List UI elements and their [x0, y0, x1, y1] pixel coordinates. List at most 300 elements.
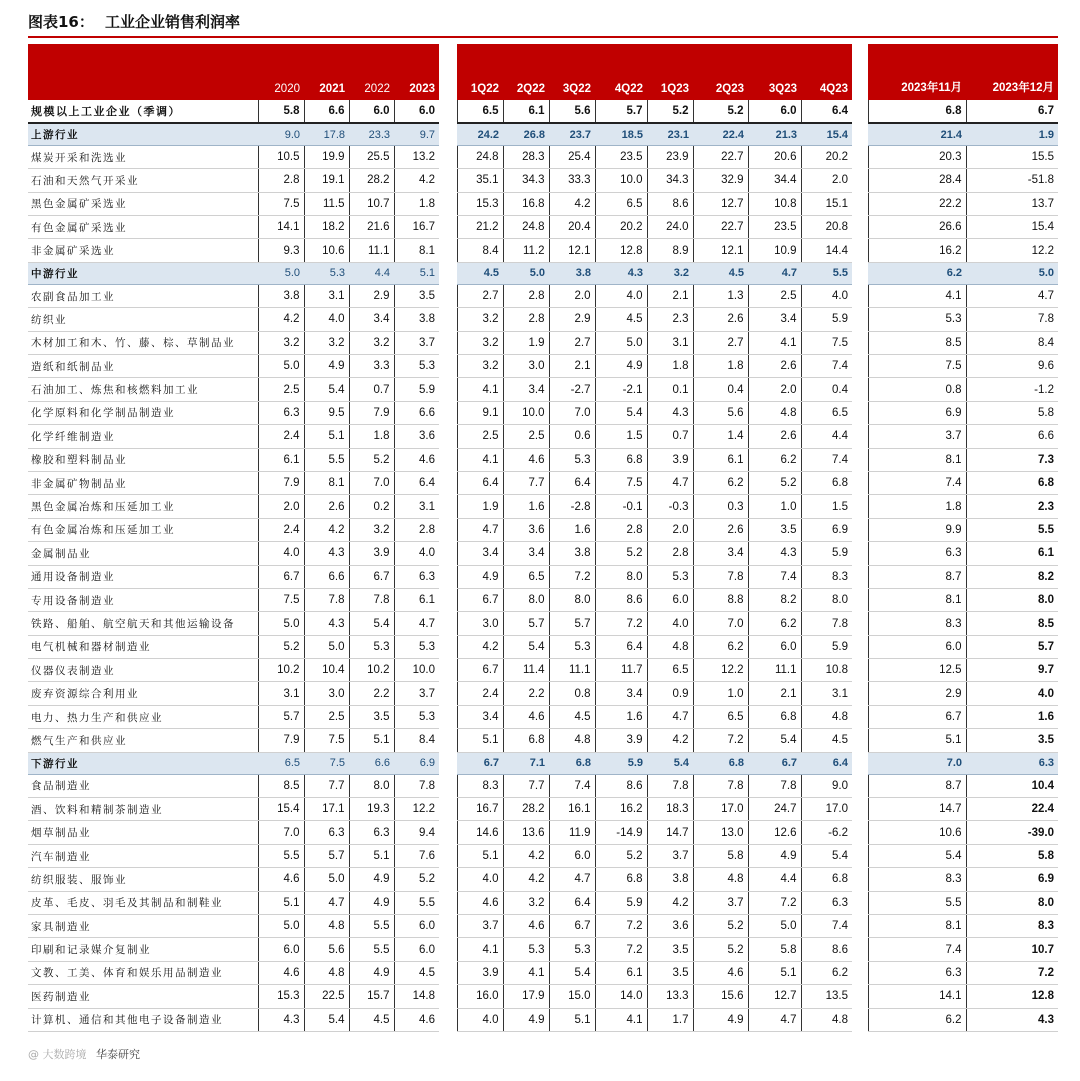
column-gap [439, 774, 457, 797]
value-cell: 2.4 [457, 682, 503, 705]
value-cell: 4.9 [304, 355, 349, 378]
value-cell: -2.1 [595, 378, 647, 401]
column-gap [439, 588, 457, 611]
row-label: 木材加工和木、竹、藤、棕、草制品业 [28, 331, 258, 354]
total-row [28, 100, 1058, 123]
row-label: 烟草制品业 [28, 821, 258, 844]
value-cell: 3.8 [647, 868, 693, 891]
value-cell: 8.3 [457, 774, 503, 797]
value-cell: 2.3 [966, 495, 1058, 518]
column-header: 2023 [394, 44, 439, 100]
column-header: 3Q23 [748, 44, 801, 100]
value-cell: 8.2 [966, 565, 1058, 588]
column-gap [852, 659, 868, 682]
value-cell: 4.6 [258, 868, 304, 891]
value-cell: 20.8 [801, 216, 852, 239]
value-cell: 3.9 [647, 448, 693, 471]
value-cell: 7.9 [258, 471, 304, 494]
value-cell: 5.2 [595, 542, 647, 565]
row-label: 医药制造业 [28, 985, 258, 1008]
value-cell: 2.5 [304, 705, 349, 728]
value-cell: 22.4 [966, 798, 1058, 821]
industry-row [28, 1008, 1058, 1031]
value-cell: 4.7 [748, 1008, 801, 1031]
value-cell: 12.8 [595, 239, 647, 262]
value-cell: 28.4 [868, 169, 966, 192]
value-cell: 5.2 [595, 844, 647, 867]
value-cell: 5.8 [748, 938, 801, 961]
value-cell: 3.5 [349, 705, 394, 728]
value-cell: 9.6 [966, 355, 1058, 378]
value-cell: 6.8 [748, 705, 801, 728]
value-cell: 16.0 [457, 985, 503, 1008]
column-gap [439, 752, 457, 774]
value-cell: 6.6 [394, 401, 439, 424]
row-label: 铁路、船舶、航空航天和其他运输设备 [28, 612, 258, 635]
section-label: 下游行业 [28, 752, 258, 774]
section-value: 18.5 [595, 123, 647, 145]
column-gap [439, 495, 457, 518]
value-cell: 16.2 [868, 239, 966, 262]
value-cell: 0.1 [647, 378, 693, 401]
value-cell: 9.0 [801, 774, 852, 797]
value-cell: 3.7 [394, 331, 439, 354]
value-cell: 6.1 [394, 588, 439, 611]
row-label: 黑色金属矿采选业 [28, 192, 258, 215]
value-cell: 6.1 [595, 961, 647, 984]
column-gap [439, 401, 457, 424]
section-value: 7.1 [503, 752, 549, 774]
source-label: 华泰研究 [96, 1048, 140, 1061]
value-cell: 5.7 [503, 612, 549, 635]
column-gap [439, 868, 457, 891]
value-cell: 4.0 [394, 542, 439, 565]
value-cell: 4.6 [503, 705, 549, 728]
section-value: 4.3 [595, 262, 647, 284]
value-cell: -14.9 [595, 821, 647, 844]
value-cell: 5.1 [457, 729, 503, 752]
column-gap [852, 471, 868, 494]
value-cell: 2.3 [647, 308, 693, 331]
column-gap [852, 308, 868, 331]
column-gap [852, 331, 868, 354]
value-cell: 15.6 [693, 985, 748, 1008]
column-gap [439, 985, 457, 1008]
value-cell: 3.3 [349, 355, 394, 378]
column-gap [852, 798, 868, 821]
value-cell: 6.1 [503, 100, 549, 123]
value-cell: 6.2 [693, 471, 748, 494]
value-cell: -6.2 [801, 821, 852, 844]
column-header: 2023年12月 [966, 44, 1058, 100]
value-cell: 5.7 [595, 100, 647, 123]
value-cell: 4.7 [549, 868, 595, 891]
value-cell: 8.0 [549, 588, 595, 611]
value-cell: 5.4 [748, 729, 801, 752]
value-cell: 12.2 [394, 798, 439, 821]
column-gap [852, 495, 868, 518]
row-label: 石油加工、炼焦和核燃料加工业 [28, 378, 258, 401]
value-cell: 4.6 [394, 1008, 439, 1031]
row-label: 黑色金属冶炼和压延加工业 [28, 495, 258, 518]
column-header: 2020 [258, 44, 304, 100]
figure-title-text: 工业企业销售利润率 [104, 13, 240, 31]
value-cell: 5.5 [349, 915, 394, 938]
column-gap [852, 542, 868, 565]
value-cell: 4.9 [349, 961, 394, 984]
value-cell: 6.2 [868, 1008, 966, 1031]
column-gap [852, 239, 868, 262]
value-cell: 5.9 [801, 308, 852, 331]
value-cell: 0.7 [349, 378, 394, 401]
value-cell: 2.0 [801, 169, 852, 192]
value-cell: 4.7 [457, 518, 503, 541]
value-cell: 5.4 [801, 844, 852, 867]
section-value: 5.0 [258, 262, 304, 284]
value-cell: 28.2 [349, 169, 394, 192]
section-value: 6.3 [966, 752, 1058, 774]
value-cell: 3.9 [349, 542, 394, 565]
value-cell: 4.6 [394, 448, 439, 471]
value-cell: 2.6 [693, 308, 748, 331]
value-cell: 1.6 [503, 495, 549, 518]
value-cell: 6.0 [258, 938, 304, 961]
value-cell: 13.5 [801, 985, 852, 1008]
value-cell: 6.0 [748, 100, 801, 123]
column-gap [852, 518, 868, 541]
value-cell: 8.0 [595, 565, 647, 588]
value-cell: 6.3 [304, 821, 349, 844]
industry-row [28, 588, 1058, 611]
value-cell: 2.4 [258, 425, 304, 448]
column-gap [439, 355, 457, 378]
section-value: 23.7 [549, 123, 595, 145]
value-cell: 16.8 [503, 192, 549, 215]
value-cell: 5.0 [595, 331, 647, 354]
value-cell: 7.9 [258, 729, 304, 752]
value-cell: 3.1 [258, 682, 304, 705]
value-cell: 10.6 [868, 821, 966, 844]
column-gap [439, 659, 457, 682]
value-cell: 4.0 [595, 284, 647, 307]
value-cell: 6.8 [595, 868, 647, 891]
column-gap [852, 821, 868, 844]
column-gap [439, 542, 457, 565]
value-cell: 7.8 [693, 774, 748, 797]
value-cell: 28.2 [503, 798, 549, 821]
value-cell: 8.5 [966, 612, 1058, 635]
industry-row [28, 542, 1058, 565]
value-cell: 7.7 [503, 471, 549, 494]
value-cell: 7.4 [801, 355, 852, 378]
value-cell: 8.6 [595, 774, 647, 797]
value-cell: 8.0 [966, 588, 1058, 611]
section-value: 4.5 [457, 262, 503, 284]
value-cell: 6.2 [801, 961, 852, 984]
value-cell: 4.3 [748, 542, 801, 565]
industry-row [28, 682, 1058, 705]
value-cell: 15.3 [258, 985, 304, 1008]
value-cell: 4.4 [801, 425, 852, 448]
value-cell: 15.3 [457, 192, 503, 215]
column-gap [852, 216, 868, 239]
industry-row [28, 471, 1058, 494]
value-cell: 6.0 [394, 915, 439, 938]
value-cell: 3.1 [394, 495, 439, 518]
value-cell: 5.5 [394, 891, 439, 914]
row-label: 电力、热力生产和供应业 [28, 705, 258, 728]
industry-row [28, 705, 1058, 728]
value-cell: 4.1 [457, 448, 503, 471]
value-cell: 3.1 [801, 682, 852, 705]
value-cell: 4.2 [503, 868, 549, 891]
column-gap [852, 262, 868, 284]
value-cell: 3.4 [693, 542, 748, 565]
row-label: 计算机、通信和其他电子设备制造业 [28, 1008, 258, 1031]
value-cell: 7.4 [549, 774, 595, 797]
section-value: 6.7 [748, 752, 801, 774]
value-cell: 5.5 [304, 448, 349, 471]
value-cell: 5.3 [349, 635, 394, 658]
value-cell: 7.8 [801, 612, 852, 635]
row-label: 石油和天然气开采业 [28, 169, 258, 192]
industry-row [28, 985, 1058, 1008]
value-cell: 7.5 [258, 192, 304, 215]
value-cell: 5.0 [258, 915, 304, 938]
value-cell: 0.4 [693, 378, 748, 401]
value-cell: 6.9 [868, 401, 966, 424]
value-cell: 5.3 [647, 565, 693, 588]
value-cell: 1.9 [503, 331, 549, 354]
value-cell: 5.2 [647, 100, 693, 123]
value-cell: 28.3 [503, 145, 549, 168]
value-cell: 25.5 [349, 145, 394, 168]
value-cell: 4.2 [394, 169, 439, 192]
column-gap [852, 635, 868, 658]
column-header: 1Q22 [457, 44, 503, 100]
section-value: 9.0 [258, 123, 304, 145]
value-cell: 12.2 [693, 659, 748, 682]
column-gap [439, 169, 457, 192]
value-cell: 1.8 [349, 425, 394, 448]
value-cell: 0.4 [801, 378, 852, 401]
value-cell: 4.3 [304, 612, 349, 635]
value-cell: 3.4 [457, 542, 503, 565]
value-cell: 19.9 [304, 145, 349, 168]
column-gap [852, 891, 868, 914]
value-cell: 2.7 [693, 331, 748, 354]
value-cell: 8.0 [349, 774, 394, 797]
industry-row [28, 239, 1058, 262]
industry-row [28, 565, 1058, 588]
value-cell: 1.9 [457, 495, 503, 518]
value-cell: 17.0 [693, 798, 748, 821]
value-cell: 4.0 [457, 868, 503, 891]
column-gap [852, 915, 868, 938]
value-cell: 13.6 [503, 821, 549, 844]
value-cell: -2.7 [549, 378, 595, 401]
value-cell: 8.6 [801, 938, 852, 961]
value-cell: 7.5 [304, 729, 349, 752]
industry-row [28, 425, 1058, 448]
value-cell: 5.9 [801, 542, 852, 565]
value-cell: 9.7 [966, 659, 1058, 682]
column-gap [852, 123, 868, 145]
column-gap [439, 798, 457, 821]
column-gap [439, 705, 457, 728]
value-cell: 6.7 [258, 565, 304, 588]
value-cell: 10.8 [748, 192, 801, 215]
value-cell: 3.4 [748, 308, 801, 331]
value-cell: 6.5 [693, 705, 748, 728]
value-cell: 6.3 [349, 821, 394, 844]
value-cell: 5.4 [349, 612, 394, 635]
value-cell: 4.9 [349, 891, 394, 914]
row-label: 汽车制造业 [28, 844, 258, 867]
value-cell: 2.0 [549, 284, 595, 307]
value-cell: 17.9 [503, 985, 549, 1008]
industry-row [28, 938, 1058, 961]
value-cell: 5.2 [693, 938, 748, 961]
value-cell: 5.4 [549, 961, 595, 984]
value-cell: 0.2 [349, 495, 394, 518]
value-cell: 2.9 [549, 308, 595, 331]
value-cell: 6.8 [595, 448, 647, 471]
value-cell: 5.7 [966, 635, 1058, 658]
value-cell: 4.5 [801, 729, 852, 752]
industry-row [28, 169, 1058, 192]
value-cell: 6.4 [457, 471, 503, 494]
value-cell: 7.2 [748, 891, 801, 914]
column-gap [852, 588, 868, 611]
value-cell: 6.8 [801, 471, 852, 494]
value-cell: 3.4 [503, 542, 549, 565]
section-value: 3.8 [549, 262, 595, 284]
value-cell: 2.5 [748, 284, 801, 307]
column-gap [852, 145, 868, 168]
value-cell: 7.5 [801, 331, 852, 354]
value-cell: 8.3 [966, 915, 1058, 938]
column-gap [852, 612, 868, 635]
value-cell: 8.0 [503, 588, 549, 611]
section-value: 4.4 [349, 262, 394, 284]
value-cell: 15.1 [801, 192, 852, 215]
value-cell: 6.7 [549, 915, 595, 938]
column-gap [852, 378, 868, 401]
value-cell: 10.9 [748, 239, 801, 262]
value-cell: 7.8 [394, 774, 439, 797]
value-cell: 6.0 [647, 588, 693, 611]
value-cell: 5.5 [349, 938, 394, 961]
value-cell: 4.7 [647, 471, 693, 494]
value-cell: 3.8 [394, 308, 439, 331]
value-cell: 15.4 [966, 216, 1058, 239]
value-cell: 7.0 [349, 471, 394, 494]
value-cell: 10.4 [304, 659, 349, 682]
value-cell: 4.5 [394, 961, 439, 984]
value-cell: 14.1 [258, 216, 304, 239]
row-label: 规模以上工业企业（季调） [28, 100, 258, 123]
value-cell: 3.7 [394, 682, 439, 705]
column-gap [852, 729, 868, 752]
value-cell: 19.3 [349, 798, 394, 821]
value-cell: 26.6 [868, 216, 966, 239]
value-cell: 10.2 [349, 659, 394, 682]
value-cell: 7.8 [647, 774, 693, 797]
value-cell: 5.8 [693, 844, 748, 867]
column-gap [439, 448, 457, 471]
value-cell: 4.0 [647, 612, 693, 635]
value-cell: -0.3 [647, 495, 693, 518]
value-cell: 7.0 [693, 612, 748, 635]
value-cell: 9.4 [394, 821, 439, 844]
value-cell: 6.1 [258, 448, 304, 471]
value-cell: 4.9 [503, 1008, 549, 1031]
value-cell: 3.7 [457, 915, 503, 938]
value-cell: 10.4 [966, 774, 1058, 797]
value-cell: 4.8 [549, 729, 595, 752]
value-cell: 2.6 [748, 355, 801, 378]
column-gap [852, 844, 868, 867]
value-cell: 8.1 [868, 588, 966, 611]
value-cell: 6.3 [394, 565, 439, 588]
column-gap [852, 355, 868, 378]
value-cell: 5.3 [868, 308, 966, 331]
value-cell: 14.8 [394, 985, 439, 1008]
value-cell: 8.1 [304, 471, 349, 494]
figure-number: 图表16： [28, 13, 94, 31]
value-cell: 3.6 [394, 425, 439, 448]
column-gap [852, 938, 868, 961]
value-cell: 5.2 [748, 471, 801, 494]
column-gap [439, 378, 457, 401]
value-cell: 6.1 [693, 448, 748, 471]
value-cell: 8.3 [868, 612, 966, 635]
value-cell: 15.0 [549, 985, 595, 1008]
value-cell: 1.5 [595, 425, 647, 448]
value-cell: 4.9 [748, 844, 801, 867]
value-cell: 0.3 [693, 495, 748, 518]
value-cell: 6.4 [801, 100, 852, 123]
value-cell: 5.8 [258, 100, 304, 123]
value-cell: 2.4 [258, 518, 304, 541]
value-cell: 6.5 [801, 401, 852, 424]
value-cell: 2.8 [647, 542, 693, 565]
value-cell: 7.2 [549, 565, 595, 588]
value-cell: 7.5 [868, 355, 966, 378]
column-gap [852, 169, 868, 192]
value-cell: 6.8 [801, 868, 852, 891]
value-cell: 6.0 [349, 100, 394, 123]
value-cell: 4.0 [304, 308, 349, 331]
value-cell: 4.2 [457, 635, 503, 658]
value-cell: 7.4 [868, 938, 966, 961]
value-cell: 8.4 [394, 729, 439, 752]
value-cell: 1.8 [394, 192, 439, 215]
value-cell: 7.3 [966, 448, 1058, 471]
value-cell: 2.6 [748, 425, 801, 448]
value-cell: 7.2 [966, 961, 1058, 984]
value-cell: 8.0 [966, 891, 1058, 914]
column-gap [852, 705, 868, 728]
section-value: 6.8 [693, 752, 748, 774]
section-value: 6.4 [801, 752, 852, 774]
value-cell: 5.2 [693, 100, 748, 123]
value-cell: 2.0 [258, 495, 304, 518]
value-cell: 9.3 [258, 239, 304, 262]
value-cell: 4.7 [647, 705, 693, 728]
column-gap [852, 682, 868, 705]
